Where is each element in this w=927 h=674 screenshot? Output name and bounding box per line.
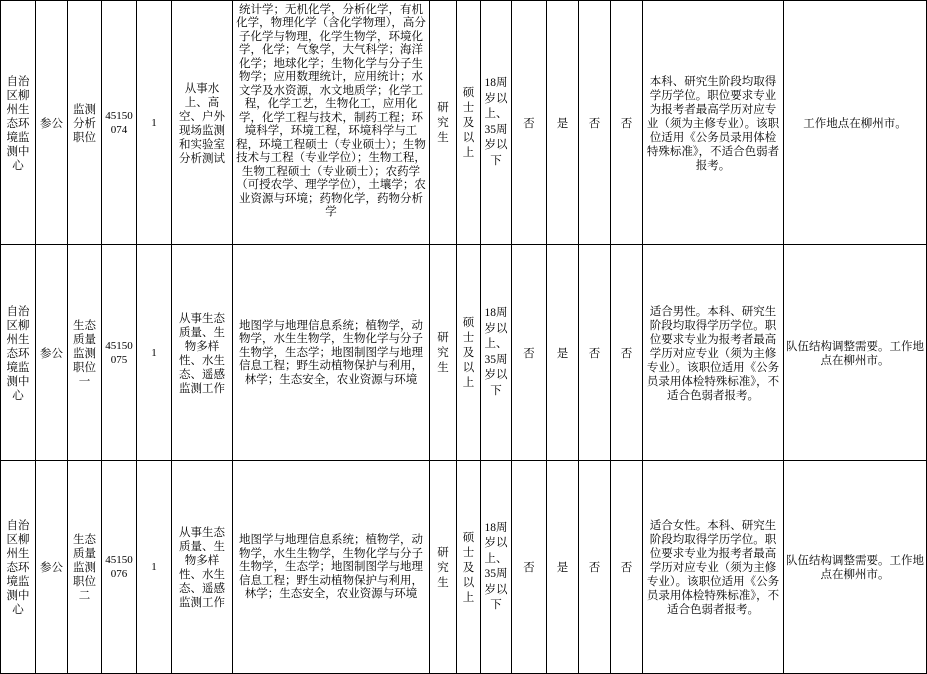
position-cell: 监测分析职位 xyxy=(68,1,102,245)
age-cell: 18周岁以上、35周岁以下 xyxy=(481,245,512,461)
count-cell: 1 xyxy=(137,245,172,461)
condition-3-cell: 否 xyxy=(579,245,611,461)
unit-cell: 自治区柳州生态环境监测中心 xyxy=(1,1,36,245)
notes-cell: 队伍结构调整需要。工作地点在柳州市。 xyxy=(784,245,927,461)
requirements-cell: 本科、研究生阶段均取得学历学位。职位要求专业为报考者最高学历对应专业（须为主修专业）。该职位适用《公务员录用体检特殊标准》，不适合色弱者报考。 xyxy=(643,1,784,245)
notes-cell: 工作地点在柳州市。 xyxy=(784,1,927,245)
education-cell xyxy=(430,245,457,461)
duties-cell: 从事生态质量、生物多样性、水生态、遥感监测工作 xyxy=(172,245,233,461)
condition-2-cell: 是 xyxy=(547,461,579,674)
requirements-cell: 适合男性。本科、研究生阶段均取得学历学位。职位要求专业为报考者最高学历对应专业（须为主修专业）。该职位适用《公务员录用体检特殊标准》，不适合色弱者报考。 xyxy=(643,245,784,461)
majors-cell: 地图学与地理信息系统；植物学，动物学，水生生物学，生物化学与分子生物学，生态学；地图制图学与地理信息工程；野生动植物保护与利用，林学；生态安全，农业资源与环境 xyxy=(233,245,430,461)
majors-text: 统计学；无机化学，分析化学，有机化学，物理化学（含化学物理），高分子化学与物理，化学生物学，环境化学，化学；气象学，大气科学；海洋化学；地球化学；生物化学与分子生物学；应用数理统计，应用统计；水文学及水资源，水文地质学；化学工程，化学工艺，生物化工，应用化学，化学工程与技术，制药工程；环境科学，环境工程，环境科学与工程，环境工程硕士（专业硕士）；生物技术与工程（专业学位）；生物工程，生物工程硕士（专业硕士）；农药学（可授农学、理学学位），土壤学；农业资源与环境；药物化学，药物分析学 xyxy=(236,2,426,218)
degree-cell xyxy=(457,245,481,461)
condition-3-cell: 否 xyxy=(579,1,611,245)
table-row xyxy=(1,1,927,245)
degree-text: 硕士及以上 xyxy=(462,315,475,389)
position-cell: 生态质量监测职位一 xyxy=(68,245,102,461)
education-text: 研究生 xyxy=(437,544,449,589)
degree-cell xyxy=(457,461,481,674)
duties-cell: 从事水上、高空、户外现场监测和实验室分析测试 xyxy=(172,1,233,245)
position-cell: 生态质量监测职位二 xyxy=(68,461,102,674)
education-text: 研究生 xyxy=(437,100,449,144)
age-cell: 18周岁以上、35周岁以下 xyxy=(481,461,512,674)
code-cell: 45150076 xyxy=(102,461,137,674)
count-cell: 1 xyxy=(137,1,172,245)
condition-2-cell: 是 xyxy=(547,245,579,461)
condition-1-cell: 否 xyxy=(512,245,547,461)
code-cell: 45150075 xyxy=(102,245,137,461)
unit-cell: 自治区柳州生态环境监测中心 xyxy=(1,461,36,674)
majors-cell: 地图学与地理信息系统；植物学，动物学，水生生物学，生物化学与分子生物学，生态学；地图制图学与地理信息工程；野生动植物保护与利用，林学；生态安全，农业资源与环境 xyxy=(233,461,430,674)
degree-cell xyxy=(457,1,481,245)
degree-text: 硕士及以上 xyxy=(462,529,475,604)
code-cell: 45150074 xyxy=(102,1,137,245)
condition-2-cell: 是 xyxy=(547,1,579,245)
majors-cell xyxy=(233,1,430,245)
age-cell: 18周岁以上、35周岁以下 xyxy=(481,1,512,245)
education-cell xyxy=(430,1,457,245)
unit-cell: 自治区柳州生态环境监测中心 xyxy=(1,245,36,461)
requirements-cell: 适合女性。本科、研究生阶段均取得学历学位。职位要求专业为报考者最高学历对应专业（须为主修专业）。该职位适用《公务员录用体检特殊标准》，不适合色弱者报考。 xyxy=(643,461,784,674)
type-cell: 参公 xyxy=(36,1,68,245)
count-cell: 1 xyxy=(137,461,172,674)
notes-cell: 队伍结构调整需要。工作地点在柳州市。 xyxy=(784,461,927,674)
table-row xyxy=(1,245,927,461)
condition-1-cell: 否 xyxy=(512,461,547,674)
degree-text: 硕士及以上 xyxy=(462,85,475,159)
condition-4-cell: 否 xyxy=(611,461,643,674)
education-text: 研究生 xyxy=(437,330,449,374)
table-row xyxy=(1,461,927,674)
duties-cell: 从事生态质量、生物多样性、水生态、遥感监测工作 xyxy=(172,461,233,674)
education-cell xyxy=(430,461,457,674)
type-cell: 参公 xyxy=(36,461,68,674)
condition-4-cell: 否 xyxy=(611,245,643,461)
condition-3-cell: 否 xyxy=(579,461,611,674)
condition-4-cell: 否 xyxy=(611,1,643,245)
condition-1-cell: 否 xyxy=(512,1,547,245)
type-cell: 参公 xyxy=(36,245,68,461)
